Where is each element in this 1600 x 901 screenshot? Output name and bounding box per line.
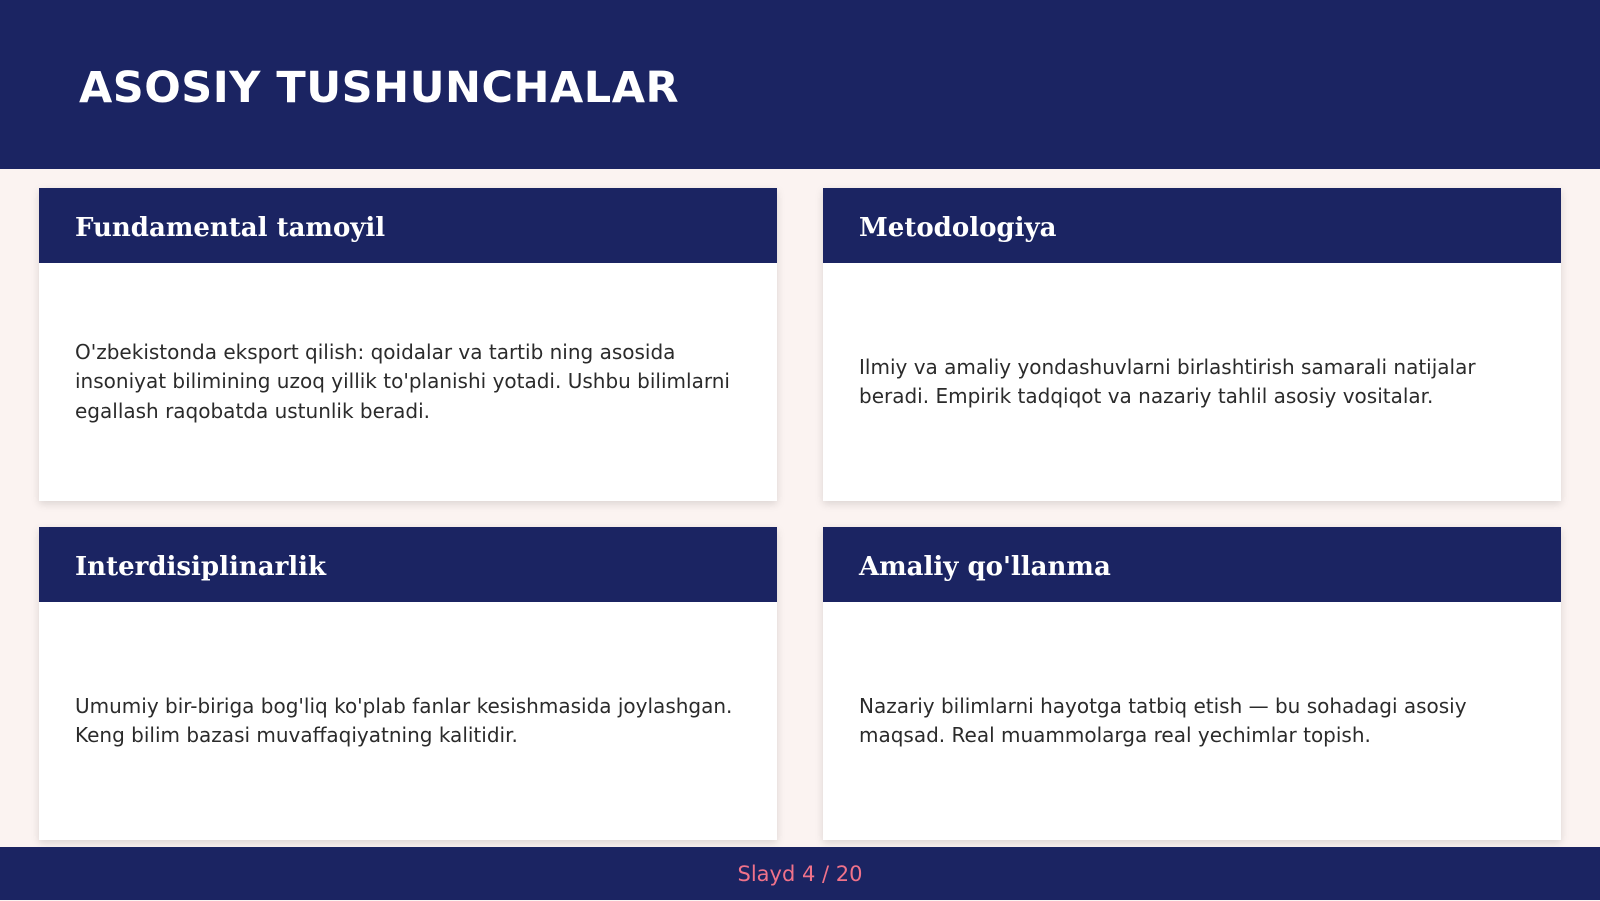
card-practical-application [823,527,1561,840]
card-title: Interdisiplinarlik [75,552,327,582]
card-interdisciplinarity [39,527,777,840]
card-text: O'zbekistonda eksport qilish: qoidalar va tartib ning asosida insoniyat bilimining uzoq yillik to'planishi yotadi. Ushbu bilimlarni egallash raqobatda ustunlik beradi. [75,339,730,423]
card-text: Umumiy bir-biriga bog'liq ko'plab fanlar kesishmasida joylashgan. Keng bilim bazasi muvaffaqiyatning kalitidir. [75,693,733,747]
card-body [75,263,741,501]
card-body [859,602,1525,840]
slide-counter: Slayd 4 / 20 [737,862,863,886]
card-body [75,602,741,840]
card-methodology [823,188,1561,501]
card-header [39,188,777,263]
card-body [859,263,1525,501]
card-title: Fundamental tamoyil [75,213,386,243]
slide-header [0,0,1600,169]
card-header [39,527,777,602]
card-text: Ilmiy va amaliy yondashuvlarni birlashtirish samarali natijalar beradi. Empirik tadqiqot va nazariy tahlil asosiy vositalar. [859,354,1476,408]
card-header [823,527,1561,602]
card-title: Metodologiya [859,213,1057,243]
card-header [823,188,1561,263]
card-text: Nazariy bilimlarni hayotga tatbiq etish — bu sohadagi asosiy maqsad. Real muammolarga real yechimlar topish. [859,693,1467,747]
slide-footer [0,847,1600,900]
page-title: ASOSIY TUSHUNCHALAR [79,63,680,113]
card-fundamental-principle [39,188,777,501]
card-title: Amaliy qo'llanma [859,552,1111,582]
